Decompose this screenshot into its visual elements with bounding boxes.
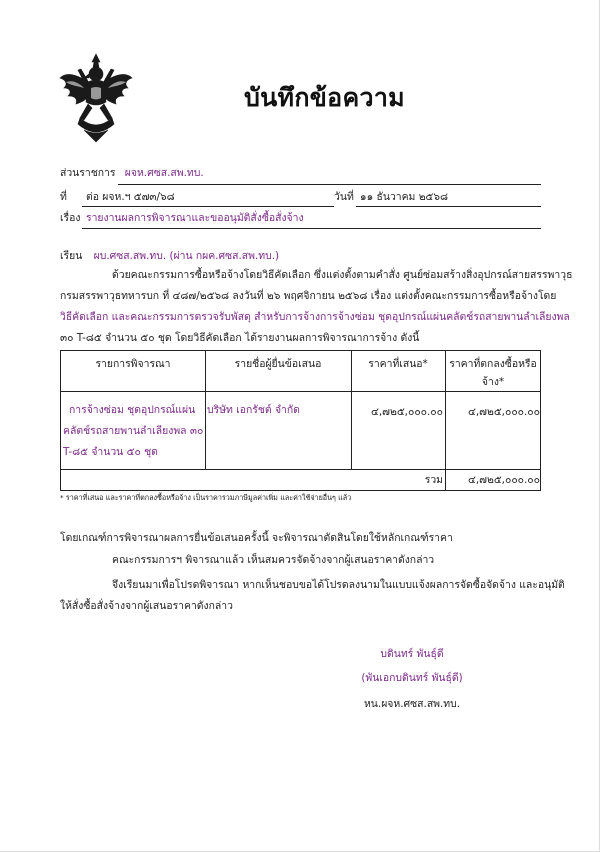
intro-line-4: ๓๐ T-๘๕ จำนวน ๕๐ ชุด โดยวิธีคัดเลือก ได้รายงานผลการพิจารณาการจ้าง ดังนี้ [60,332,420,344]
request-line-2: ให้สั่งซื้อสั่งจ้างจากผู้เสนอราคาดังกล่าว [60,600,233,612]
item-line-3: T-๘๕ จำนวน ๕๐ ชุด [63,446,158,458]
header-item: รายการพิจารณา [95,358,171,370]
total-value: ๔,๗๒๕,๐๐๐.๐๐ [467,474,540,486]
price-footnote: * ราคาที่เสนอ และราคาที่ตกลงซื้อหรือจ้าง เป็นราคารวมภาษีมูลค่าเพิ่ม และค่าใช้จ่ายอื่นๆ แล้ว [60,493,352,502]
subject-label: เรื่อง [60,212,81,224]
signature-rank-name: (พันเอกบดินทร์ พันธุ์ดี) [361,672,463,684]
request-line-1: จึงเรียนมาเพื่อโปรดพิจารณา หากเห็นชอบขอได้โปรดลงนามในแบบแจ้งผลการจัดซื้อจัดจ้าง และอนุมัติ [112,579,565,591]
date-label: วันที่ [334,191,354,203]
criteria-line: โดยเกณฑ์การพิจารณาผลการยื่นข้อเสนอครั้งนี้ จะพิจารณาตัดสินโดยใช้หลักเกณฑ์ราคา [60,532,453,544]
date-underline [356,206,541,207]
signature-position: หน.ผจห.ศซส.สพ.ทบ. [363,698,461,710]
intro-line-1: ด้วยคณะกรรมการซื้อหรือจ้างโดยวิธีคัดเลือก ซึ่งแต่งตั้งตามคำสั่ง ศูนย์ซ่อมสร้างสิ่งอุปกรณ์สายสรรพาวุธ [112,269,573,281]
to-label: เรียน [60,250,83,262]
total-label: รวม [424,474,443,486]
intro-line-2: กรมสรรพาวุธทหารบก ที่ ๔๘๗/๒๕๖๘ ลงวันที่ ๒๖ พฤศจิกายน ๒๕๖๘ เรื่อง แต่งตั้งคณะกรรมการซื้อหรือจ้างโดย [60,290,557,302]
ref-label: ที่ [60,191,67,203]
subject-underline [82,228,541,229]
signature-name: บดินทร์ พันธุ์ดี [380,648,444,660]
department-value: ผจห.ศซส.สพ.ทบ. [124,167,204,179]
intro-line-3: วิธีคัดเลือก และคณะกรรมการตรวจรับพัสดุ สำหรับการจ้างการจ้างซ่อม ชุดอุปกรณ์แผ่นคลัตช์รถสายพานลำเลียงพล [60,311,570,323]
agreed-price: ๔,๗๒๕,๐๐๐.๐๐ [467,406,540,418]
department-label: ส่วนราชการ [60,167,116,179]
subject-value: รายงานผลการพิจารณาและขออนุมัติสั่งซื้อสั่งจ้าง [86,212,304,224]
to-value: ผบ.ศซส.สพ.ทบ. (ผ่าน กผค.ศซส.สพ.ทบ.) [93,250,280,262]
garuda-emblem-icon [58,52,134,144]
to-row [60,249,279,263]
header-offered-price: ราคาที่เสนอ* [368,358,428,370]
date-value: ๑๑ ธันวาคม ๒๕๖๘ [360,191,449,203]
memo-title: บันทึกข้อความ [244,83,405,112]
committee-line: คณะกรรมการฯ พิจารณาแล้ว เห็นสมควรจัดจ้างจากผู้เสนอราคาดังกล่าว [112,554,435,566]
results-table [60,350,541,491]
bidder-name: บริษัท เอกรัชต์ จำกัด [207,404,300,416]
item-line-1: การจ้างซ่อม ชุดอุปกรณ์แผ่น [69,404,196,416]
header-agreed-price-line-2: จ้าง* [481,376,505,388]
department-row [60,166,204,180]
offered-price: ๔,๗๒๕,๐๐๐.๐๐ [370,406,443,418]
department-underline [118,184,541,185]
ref-value: ต่อ ผจห.ฯ ๕๗๓/๖๘ [86,191,175,203]
item-line-2: คลัตช์รถสายพานลำเลียงพล ๓๐ [63,425,204,437]
ref-underline [82,206,334,207]
header-bidder: รายชื่อผู้ยื่นข้อเสนอ [234,358,322,370]
header-agreed-price-line-1: ราคาที่ตกลงซื้อหรือ [449,358,537,370]
